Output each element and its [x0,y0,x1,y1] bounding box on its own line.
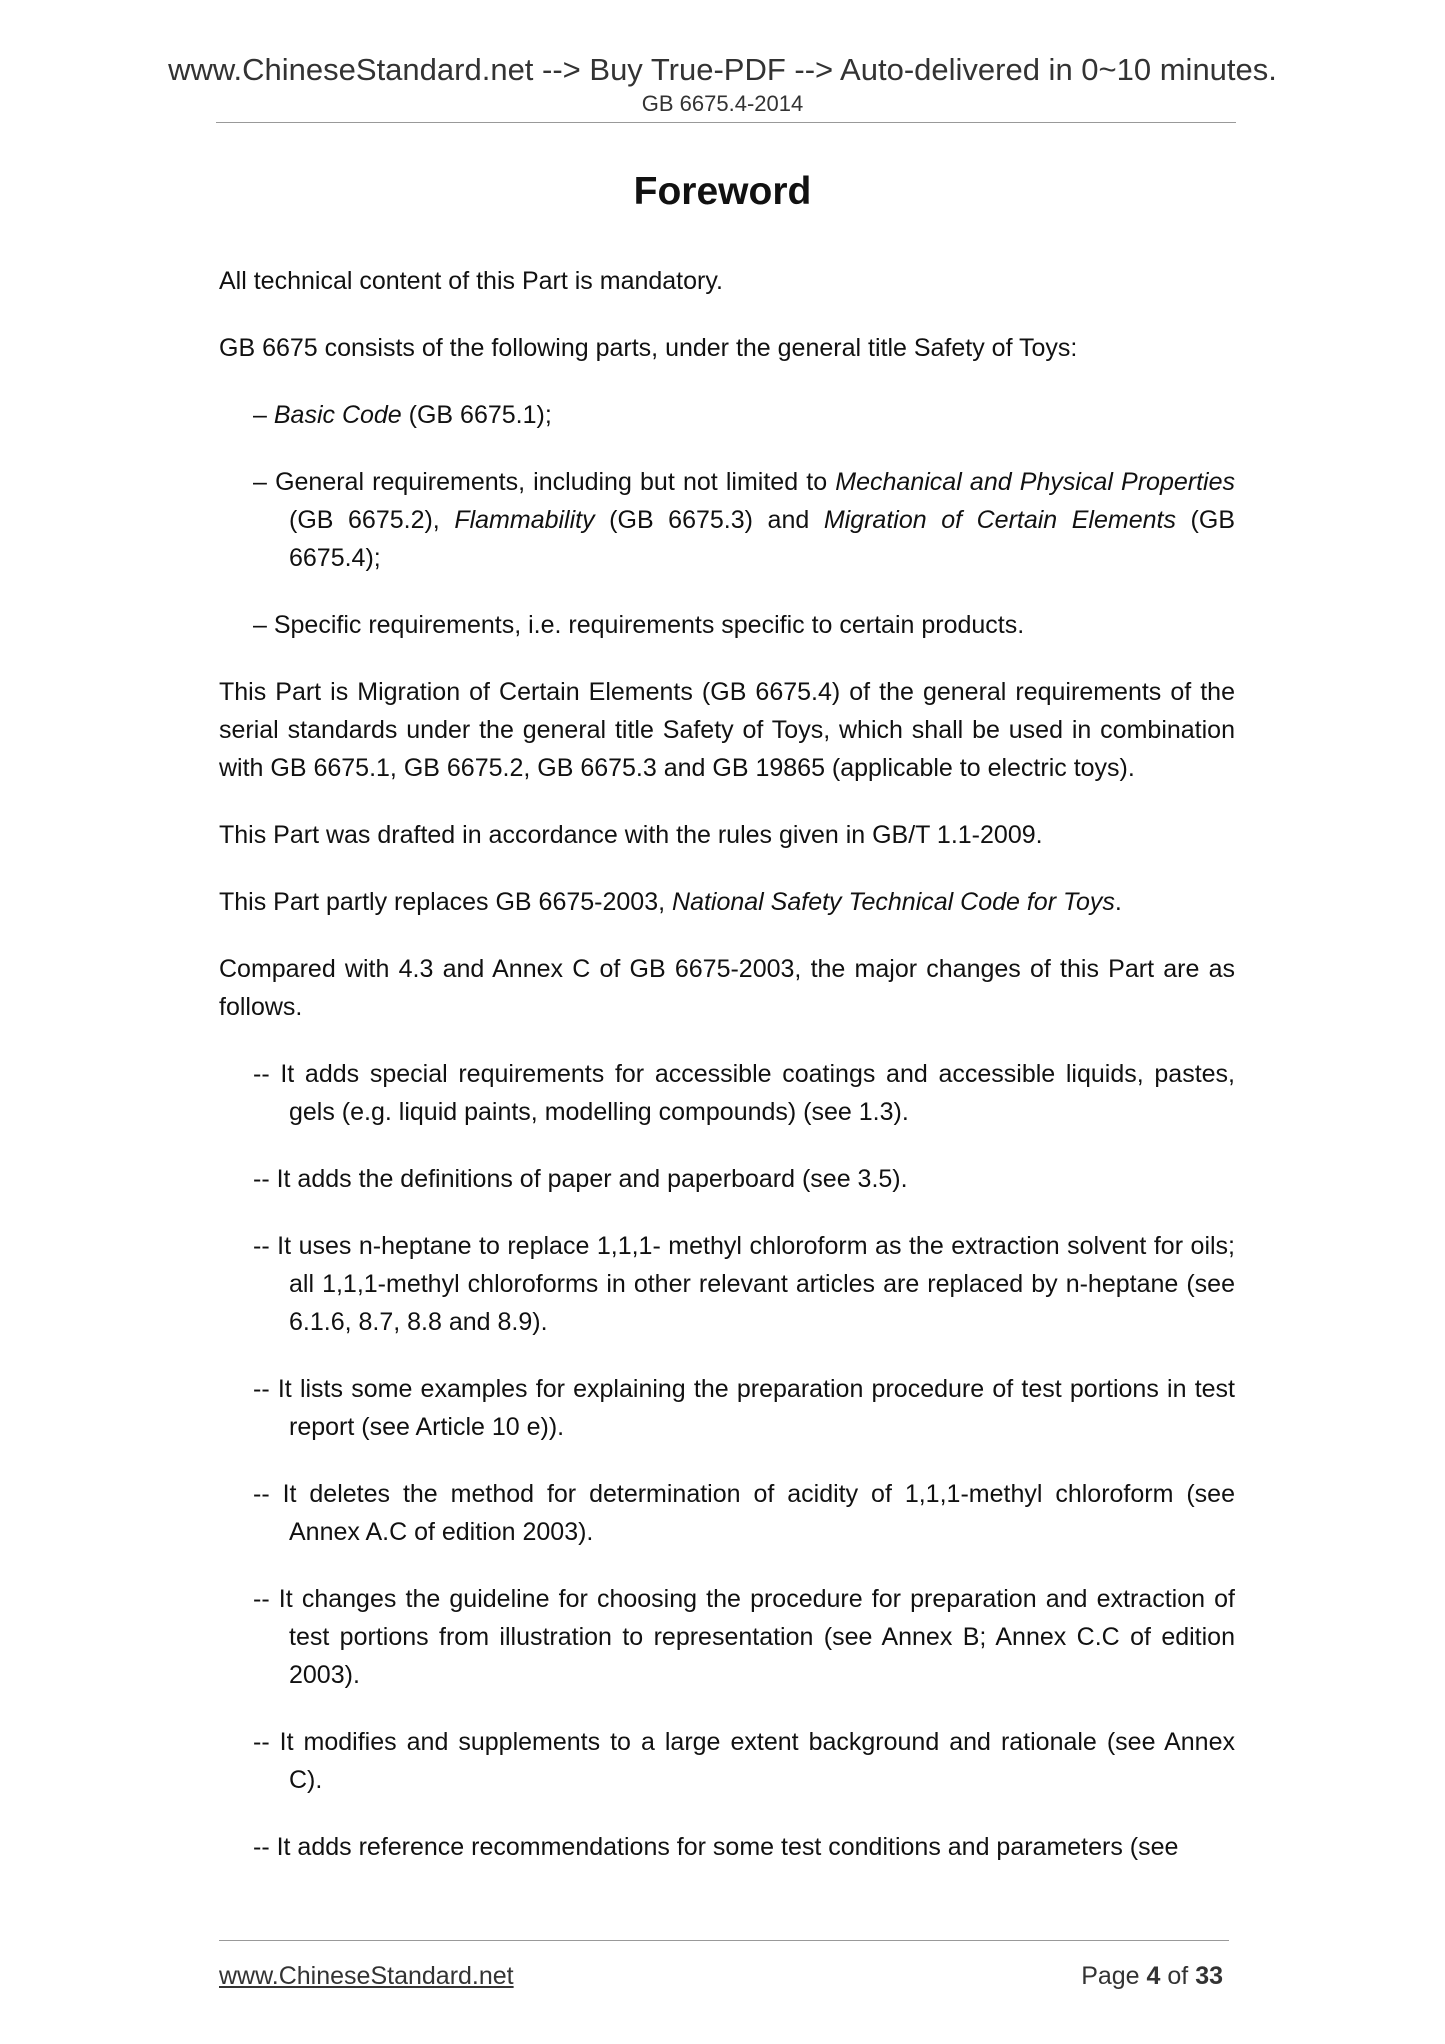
text-segment: -- It uses n-heptane to replace 1,1,1- methyl chloroform as the extraction solvent for oils; all 1,1,1-methyl chloroforms in other relevant articles are replaced by n-heptane (see 6.1.6, 8.7, 8.8 and 8.9). [253,1232,1235,1336]
text-segment: -- It adds the definitions of paper and paperboard (see 3.5). [253,1165,908,1193]
list-item [219,1580,1235,1694]
text-segment: This Part partly replaces GB 6675-2003, [219,888,673,916]
text-segment: (GB 6675.1); [401,401,552,429]
list-item [219,1475,1235,1551]
paragraph [219,673,1235,787]
italic-title-text: Migration of Certain Elements [823,506,1176,534]
total-pages: 33 [1195,1962,1223,1990]
list-item [219,1723,1235,1799]
text-segment: (GB 6675.3) and [594,506,824,534]
page-number [1081,1962,1223,1991]
page-title: Foreword [633,170,812,213]
text-segment: -- It lists some examples for explaining the preparation procedure of test portions in test report (see Article 10 e)). [253,1375,1235,1441]
paragraph [219,816,1235,854]
text-segment: Compared with 4.3 and Annex C of GB 6675-2003, the major changes of this Part are as follows. [219,955,1235,1021]
text-segment: -- It modifies and supplements to a large extent background and rationale (see Annex C). [253,1728,1235,1794]
text-segment: (GB 6675.4); [289,506,1235,572]
current-page: 4 [1146,1962,1161,1990]
list-item [219,1828,1235,1866]
text-segment: – Specific requirements, i.e. requirements specific to certain products. [253,611,1025,639]
page-label: Page [1081,1962,1147,1990]
text-segment: GB 6675 consists of the following parts, under the general title Safety of Toys: [219,334,1078,362]
text-segment: . [1114,888,1122,916]
list-item [219,396,1235,434]
list-item [219,1370,1235,1446]
text-segment: (GB 6675.2), [289,506,455,534]
document-body [219,262,1235,1895]
italic-title-text: Mechanical and Physical Properties [835,468,1235,496]
italic-title-text: National Safety Technical Code for Toys [672,888,1115,916]
text-segment: -- It changes the guideline for choosing the procedure for preparation and extraction of test portions from illustration to representation (see Annex B; Annex C.C of edition 2003). [253,1585,1235,1689]
list-item [219,1227,1235,1341]
paragraph [219,329,1235,367]
header-banner: www.ChineseStandard.net --> Buy True-PDF --> Auto-delivered in 0~10 minutes. [168,52,1277,87]
text-segment: This Part was drafted in accordance with the rules given in GB/T 1.1-2009. [219,821,1043,849]
header-divider [216,122,1236,123]
text-segment: -- It deletes the method for determination of acidity of 1,1,1-methyl chloroform (see Annex A.C of edition 2003). [253,1480,1235,1546]
text-segment: – [253,401,274,429]
list-item [219,1160,1235,1198]
footer-website-link[interactable]: www.ChineseStandard.net [219,1962,514,1990]
paragraph [219,883,1235,921]
document-id: GB 6675.4-2014 [641,91,804,116]
list-item [219,463,1235,577]
page-of: of [1160,1962,1196,1990]
paragraph [219,950,1235,1026]
italic-title-text: Flammability [454,506,595,534]
text-segment: – General requirements, including but not limited to [253,468,836,496]
text-segment: -- It adds reference recommendations for some test conditions and parameters (see [253,1833,1179,1861]
list-item [219,1055,1235,1131]
paragraph [219,262,1235,300]
text-segment: -- It adds special requirements for accessible coatings and accessible liquids, pastes, gels (e.g. liquid paints, modelling compounds) (see 1.3). [253,1060,1235,1126]
italic-title-text: Basic Code [273,401,402,429]
footer-divider [219,1940,1229,1941]
text-segment: All technical content of this Part is mandatory. [219,267,723,295]
text-segment: This Part is Migration of Certain Elements (GB 6675.4) of the general requirements of the serial standards under the general title Safety of Toys, which shall be used in combination with GB 6675.1, GB 6675.2, GB 6675.3 and GB 19865 (applicable to electric toys). [219,678,1235,782]
list-item [219,606,1235,644]
